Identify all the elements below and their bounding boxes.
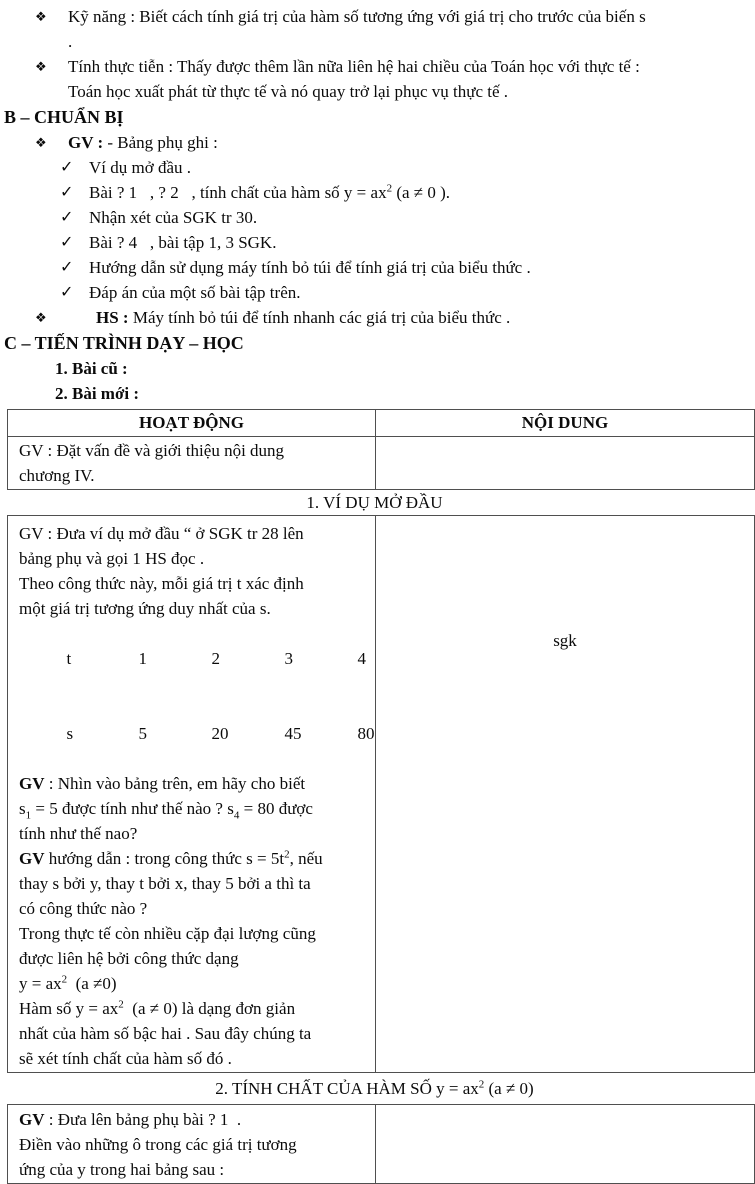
- text-segment: Bài ? 1 , ? 2 , tính chất của hàm số y = ax: [89, 183, 387, 202]
- exponent: 2: [118, 998, 124, 1011]
- example-section-box: [7, 515, 755, 1073]
- exponent: 2: [61, 973, 68, 986]
- activity-table-header-box: [7, 409, 755, 490]
- ts-label-t: t: [66, 649, 72, 668]
- gv-label: GV: [19, 849, 45, 868]
- properties-line: [19, 1107, 371, 1132]
- check-icon: ✓: [60, 159, 74, 176]
- check-item-text: Đáp án của một số bài tập trên.: [89, 283, 301, 302]
- table-row-properties: [8, 1105, 754, 1183]
- practical-line-1: Tính thực tiễn : Thấy được thêm lần nữa liên hệ hai chiều của Toán học với thực tế :: [68, 57, 640, 76]
- check-item-text: Ví dụ mở đầu .: [89, 158, 192, 177]
- diamond-bullet-icon: ❖: [35, 135, 47, 150]
- check-item-dap-an: [0, 280, 749, 305]
- check-item-bai-1-2: [0, 180, 749, 205]
- example-line: [19, 996, 371, 1021]
- text-segment: hướng dẫn : trong công thức s = 5t: [44, 849, 285, 868]
- example-line: sẽ xét tính chất của hàm số đó .: [19, 1049, 232, 1068]
- properties-section-box: [7, 1104, 755, 1184]
- table-header-row: [8, 410, 754, 437]
- example-line: nhất của hàm số bậc hai . Sau đây chúng ta: [19, 1024, 312, 1043]
- objectives-section: [0, 4, 749, 406]
- example-line: [19, 846, 371, 871]
- example-line: thay s bởi y, thay t bởi x, thay 5 bởi a thì ta: [19, 874, 311, 893]
- properties-line: Điền vào những ô trong các giá trị tương: [19, 1135, 297, 1154]
- check-item-vi-du: [0, 155, 749, 180]
- bullet-item-gv: [0, 130, 749, 155]
- activity-cell: [8, 437, 376, 489]
- activity-cell: [8, 1105, 376, 1183]
- example-line: tính như thế nao?: [19, 824, 138, 843]
- text-segment: 2. TÍNH CHẤT CỦA HÀM SỐ y = ax: [215, 1079, 479, 1098]
- exponent: 2: [478, 1078, 485, 1091]
- hs-text: Máy tính bỏ túi để tính nhanh các giá trị của biểu thức .: [128, 308, 511, 327]
- check-icon: ✓: [60, 209, 74, 226]
- diamond-bullet-icon: ❖: [35, 59, 47, 74]
- gv-label: GV: [19, 1110, 45, 1129]
- properties-line: ứng của y trong hai bảng sau :: [19, 1160, 225, 1179]
- heading-c-tien-trinh: C – TIẾN TRÌNH DẠY – HỌC: [4, 333, 244, 353]
- skill-text-block: [68, 4, 749, 54]
- text-segment: = 5 được tính như thế nào ? s: [31, 799, 234, 818]
- text-segment: y = ax: [19, 974, 62, 993]
- example-line: Trong thực tế còn nhiều cặp đại lượng cũng: [19, 924, 316, 943]
- text-segment: (a ≠0): [67, 974, 117, 993]
- activity-cell: [8, 516, 376, 1072]
- check-item-text: Hướng dẫn sử dụng máy tính bỏ túi để tính giá trị của biểu thức .: [89, 258, 531, 277]
- old-lesson-label: 1. Bài cũ :: [55, 359, 128, 378]
- hs-line: [68, 305, 749, 330]
- text-segment: : Đưa lên bảng phụ bài ? 1 .: [44, 1110, 242, 1129]
- example-line: có công thức nào ?: [19, 899, 148, 918]
- table-row-intro: [8, 437, 754, 489]
- ts-table-row-s: [19, 696, 375, 771]
- text-segment: = 80 được: [239, 799, 313, 818]
- table-row-example: [8, 516, 754, 1072]
- subscript: 1: [25, 809, 32, 822]
- check-icon: ✓: [60, 259, 74, 276]
- check-icon: ✓: [60, 284, 74, 301]
- gv-label: GV: [19, 774, 45, 793]
- example-line: Theo công thức này, mỗi giá trị t xác định: [19, 574, 304, 593]
- sgk-note: sgk: [553, 631, 577, 650]
- example-line: được liên hệ bởi công thức dạng: [19, 949, 239, 968]
- example-line: [19, 771, 371, 796]
- ts-label-s: s: [66, 724, 74, 743]
- text-segment: , nếu: [289, 849, 323, 868]
- check-item-nhan-xet: [0, 205, 749, 230]
- content-cell-sgk: [376, 516, 754, 1072]
- text-segment: s: [19, 799, 26, 818]
- example-line: bảng phụ và gọi 1 HS đọc .: [19, 549, 205, 568]
- check-icon: ✓: [60, 234, 74, 251]
- intro-line-1: GV : Đặt vấn đề và giới thiệu nội dung: [19, 441, 285, 460]
- text-segment: (a ≠ 0 ).: [392, 183, 451, 202]
- section-title-vi-du-mo-dau: 1. VÍ DỤ MỞ ĐẦU: [306, 493, 443, 512]
- section-title-tinh-chat: [0, 1073, 749, 1104]
- ts-value: 4: [357, 649, 366, 668]
- exponent: 2: [386, 182, 393, 195]
- ts-value: 45: [284, 724, 302, 743]
- heading-b-chuan-bi: B – CHUẨN BỊ: [4, 107, 124, 127]
- example-line: GV : Đưa ví dụ mở đầu “ ở SGK tr 28 lên: [19, 524, 304, 543]
- practical-line-2: Toán học xuất phát từ thực tế và nó quay trở lại phục vụ thực tế .: [68, 82, 509, 101]
- subscript: 4: [233, 809, 240, 822]
- intro-line-2: chương IV.: [19, 466, 95, 485]
- example-line: [19, 796, 371, 821]
- example-line: một giá trị tương ứng duy nhất của s.: [19, 599, 271, 618]
- diamond-bullet-icon: ❖: [35, 9, 47, 24]
- skill-line-1: Kỹ năng : Biết cách tính giá trị của hàm số tương ứng với giá trị cho trước của biến s: [68, 7, 646, 26]
- content-cell-empty: [376, 437, 754, 489]
- col-header-hoat-dong: HOẠT ĐỘNG: [8, 410, 376, 436]
- diamond-bullet-icon: ❖: [35, 310, 47, 325]
- gv-text: - Bảng phụ ghi :: [103, 133, 218, 152]
- hs-label: HS :: [96, 308, 129, 327]
- check-item-huong-dan: [0, 255, 749, 280]
- bullet-item-practical: [0, 54, 749, 104]
- skill-line-2: .: [68, 32, 73, 51]
- text-segment: (a ≠ 0): [484, 1079, 534, 1098]
- bullet-item-hs: [0, 305, 749, 330]
- ts-table-row-t: [19, 621, 371, 696]
- ts-value: 20: [211, 724, 229, 743]
- content-cell-empty: [376, 1105, 754, 1183]
- ts-value: 2: [211, 649, 220, 668]
- text-segment: Hàm số y = ax: [19, 999, 119, 1018]
- exponent: 2: [284, 848, 290, 861]
- check-icon: ✓: [60, 184, 74, 201]
- new-lesson-label: 2. Bài mới :: [55, 384, 140, 403]
- text-segment: (a ≠ 0) là dạng đơn giản: [123, 999, 296, 1018]
- formula-line: [19, 971, 371, 996]
- col-header-noi-dung: NỘI DUNG: [521, 413, 609, 432]
- ts-value: 5: [138, 724, 147, 743]
- ts-value: 80: [357, 724, 375, 743]
- ts-value: 3: [284, 649, 293, 668]
- gv-label: GV :: [68, 133, 104, 152]
- practical-text-block: [68, 54, 749, 104]
- check-item-bai-4: [0, 230, 749, 255]
- text-segment: : Nhìn vào bảng trên, em hãy cho biết: [44, 774, 306, 793]
- gv-line: [68, 130, 749, 155]
- check-item-text: Bài ? 4 , bài tập 1, 3 SGK.: [89, 233, 277, 252]
- ts-value: 1: [138, 649, 147, 668]
- bullet-item-skill: [0, 4, 749, 54]
- check-item-text: Nhận xét của SGK tr 30.: [89, 208, 258, 227]
- check-item-text: [89, 180, 450, 205]
